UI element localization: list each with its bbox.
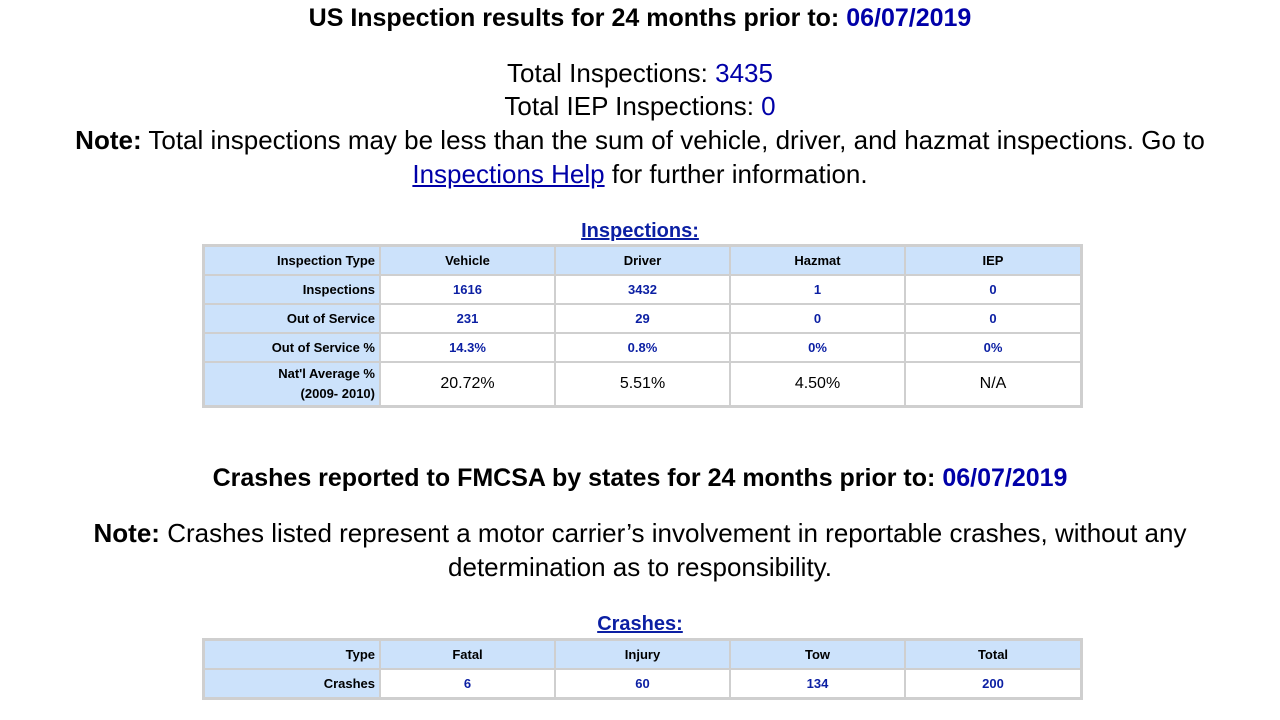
average-label-line1: Nat'l Average % [278,366,375,381]
table-cell: 0% [905,333,1081,362]
header-total: Total [905,640,1081,669]
table-cell: 4.50% [730,362,905,406]
row-label: Crashes [204,669,380,698]
crashes-caption-text: Crashes: [597,613,683,635]
row-label: Inspections [204,275,380,304]
table-cell: 0.8% [555,333,730,362]
total-iep-label: Total IEP Inspections: [504,91,754,121]
table-row [204,275,1081,304]
header-hazmat: Hazmat [730,246,905,275]
table-row [204,669,1081,698]
header-iep: IEP [905,246,1081,275]
table-cell: 0 [905,275,1081,304]
inspection-note-text: Total inspections may be less than the sum of vehicle, driver, and hazmat inspections. Go to [148,125,1205,155]
header-fatal: Fatal [380,640,555,669]
table-cell: 0% [730,333,905,362]
inspection-note [10,123,1270,191]
row-label: Out of Service % [204,333,380,362]
inspection-results-heading [0,2,1280,34]
crashes-table-caption [0,612,1280,636]
table-row [204,333,1081,362]
crashes-heading-text: Crashes reported to FMCSA by states for 24 months prior to: [212,464,936,492]
crashes-heading [0,462,1280,494]
table-cell: 3432 [555,275,730,304]
table-cell: 0 [730,304,905,333]
table-cell: 1 [730,275,905,304]
header-vehicle: Vehicle [380,246,555,275]
table-cell: 200 [905,669,1081,698]
inspection-note-text-after: for further information. [611,159,868,189]
table-cell: 29 [555,304,730,333]
inspection-heading-date: 06/07/2019 [846,4,972,32]
inspections-header-row [204,246,1081,275]
inspections-table [202,244,1083,408]
table-cell: 6 [380,669,555,698]
table-cell: N/A [905,362,1081,406]
table-cell: 134 [730,669,905,698]
total-iep-value: 0 [761,91,776,121]
total-inspections-value: 3435 [715,58,773,88]
table-row [204,304,1081,333]
inspections-caption-text: Inspections: [581,220,699,242]
table-cell: 1616 [380,275,555,304]
total-inspections-line [0,56,1280,90]
crash-note-text: Crashes listed represent a motor carrier’s involvement in reportable crashes, without any determination as to responsibility. [167,518,1187,582]
table-cell: 60 [555,669,730,698]
crash-note [30,516,1250,584]
crash-note-label: Note: [93,518,160,548]
inspection-heading-text: US Inspection results for 24 months prior to: [308,4,840,32]
table-cell: 20.72% [380,362,555,406]
total-inspections-label: Total Inspections: [507,58,708,88]
crashes-table [202,638,1083,700]
national-average-row [204,362,1081,406]
average-label-line2: (2009- 2010) [300,386,375,401]
inspections-help-link[interactable]: Inspections Help [412,159,605,189]
row-label: Out of Service [204,304,380,333]
header-inspection-type: Inspection Type [204,246,380,275]
header-injury: Injury [555,640,730,669]
crashes-heading-date: 06/07/2019 [942,464,1068,492]
table-cell: 0 [905,304,1081,333]
table-cell: 5.51% [555,362,730,406]
header-tow: Tow [730,640,905,669]
table-cell: 14.3% [380,333,555,362]
total-iep-inspections-line [0,89,1280,123]
table-cell: 231 [380,304,555,333]
row-label [204,362,380,406]
inspections-table-caption [0,219,1280,243]
inspection-note-label: Note: [75,125,142,155]
crashes-header-row [204,640,1081,669]
header-driver: Driver [555,246,730,275]
header-type: Type [204,640,380,669]
